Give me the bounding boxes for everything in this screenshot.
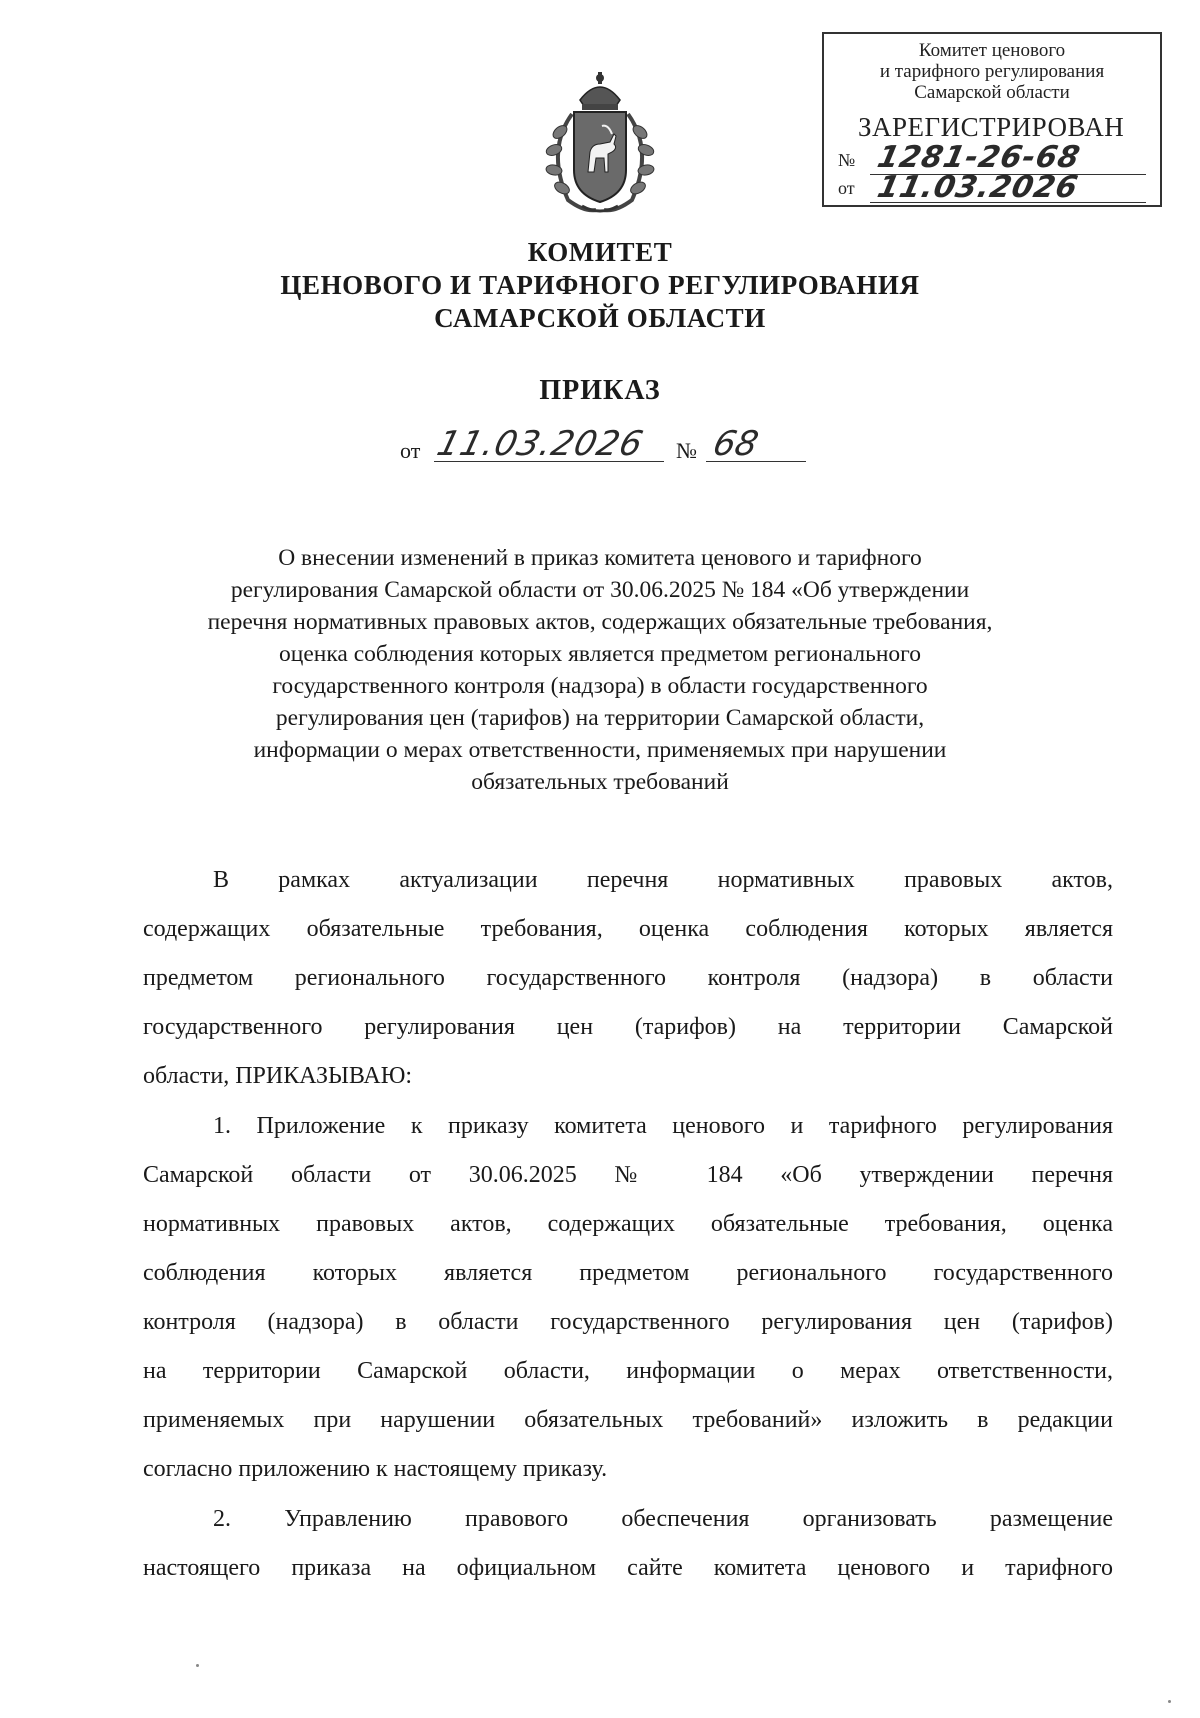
subject-line: О внесении изменений в приказ комитета ценового и тарифного [278,545,922,571]
order-title: ПРИКАЗ [539,375,661,406]
paragraph-line: нормативных правовых актов, содержащих обязательные требования, оценка [143,1211,1113,1237]
header-line: КОМИТЕТ [527,237,673,267]
subject-line: обязательных требований [471,769,729,795]
order-subject [170,542,1030,798]
header-line: ЦЕНОВОГО И ТАРИФНОГО РЕГУЛИРОВАНИЯ [280,270,920,300]
scan-speck [196,1664,199,1667]
subject-line: оценка соблюдения которых является предметом регионального [279,641,921,667]
paragraph-line: соблюдения которых является предметом регионального государственного [143,1260,1113,1286]
stamp-number-handwritten: 1281-26-68 [874,140,1084,175]
stamp-organization [824,40,1160,103]
paragraph-item-1 [143,1102,1113,1494]
order-number-prefix: № [676,438,697,463]
stamp-number-label: № [838,150,856,170]
order-date-handwritten: 11.03.2026 [433,424,648,464]
paragraph-line: государственного регулирования цен (тарифов) на территории Самарской [143,1014,1113,1040]
coat-of-arms-emblem [538,70,662,220]
paragraph-line: согласно приложению к настоящему приказу. [143,1456,608,1482]
paragraph-line: области, ПРИКАЗЫВАЮ: [143,1063,413,1089]
paragraph-preamble [143,856,1113,1101]
stamp-date-handwritten: 11.03.2026 [874,170,1082,205]
committee-header [0,236,1200,335]
subject-line: перечня нормативных правовых актов, содержащих обязательные требования, [207,609,993,635]
paragraph-line: 1. Приложение к приказу комитета ценового и тарифного регулирования [213,1113,1113,1139]
paragraph-line: на территории Самарской области, информации о мерах ответственности, [143,1358,1113,1384]
subject-line: информации о мерах ответственности, применяемых при нарушении [253,737,947,763]
registration-stamp [822,32,1162,207]
paragraph-line: В рамках актуализации перечня нормативных правовых актов, [213,867,1113,893]
paragraph-line: 2. Управлению правового обеспечения организовать размещение [213,1506,1113,1532]
order-number-handwritten: 68 [709,424,763,464]
paragraph-line: контроля (надзора) в области государственного регулирования цен (тарифов) [143,1309,1113,1335]
stamp-org-line: Самарской области [914,82,1070,103]
scan-speck [1168,1700,1171,1703]
paragraph-item-2 [143,1495,1113,1593]
order-date-prefix: от [400,438,421,463]
paragraph-line: применяемых при нарушении обязательных требований» изложить в редакции [143,1407,1113,1433]
subject-line: государственного контроля (надзора) в области государственного [272,673,928,699]
stamp-org-line: и тарифного регулирования [879,61,1105,82]
stamp-status: ЗАРЕГИСТРИРОВАН [858,112,1125,142]
paragraph-line: содержащих обязательные требования, оценка соблюдения которых является [143,916,1113,942]
header-line: САМАРСКОЙ ОБЛАСТИ [434,303,766,333]
stamp-org-line: Комитет ценового [918,40,1066,61]
order-date-number [400,424,820,468]
paragraph-line: настоящего приказа на официальном сайте комитета ценового и тарифного [143,1555,1113,1581]
stamp-date-label: от [838,178,855,198]
subject-line: регулирования цен (тарифов) на территории Самарской области, [275,705,925,731]
subject-line: регулирования Самарской области от 30.06.2025 № 184 «Об утверждении [230,577,970,603]
paragraph-line: предметом регионального государственного контроля (надзора) в области [143,965,1113,991]
paragraph-line: Самарской области от 30.06.2025 № 184 «Об утверждении перечня [143,1162,1113,1188]
